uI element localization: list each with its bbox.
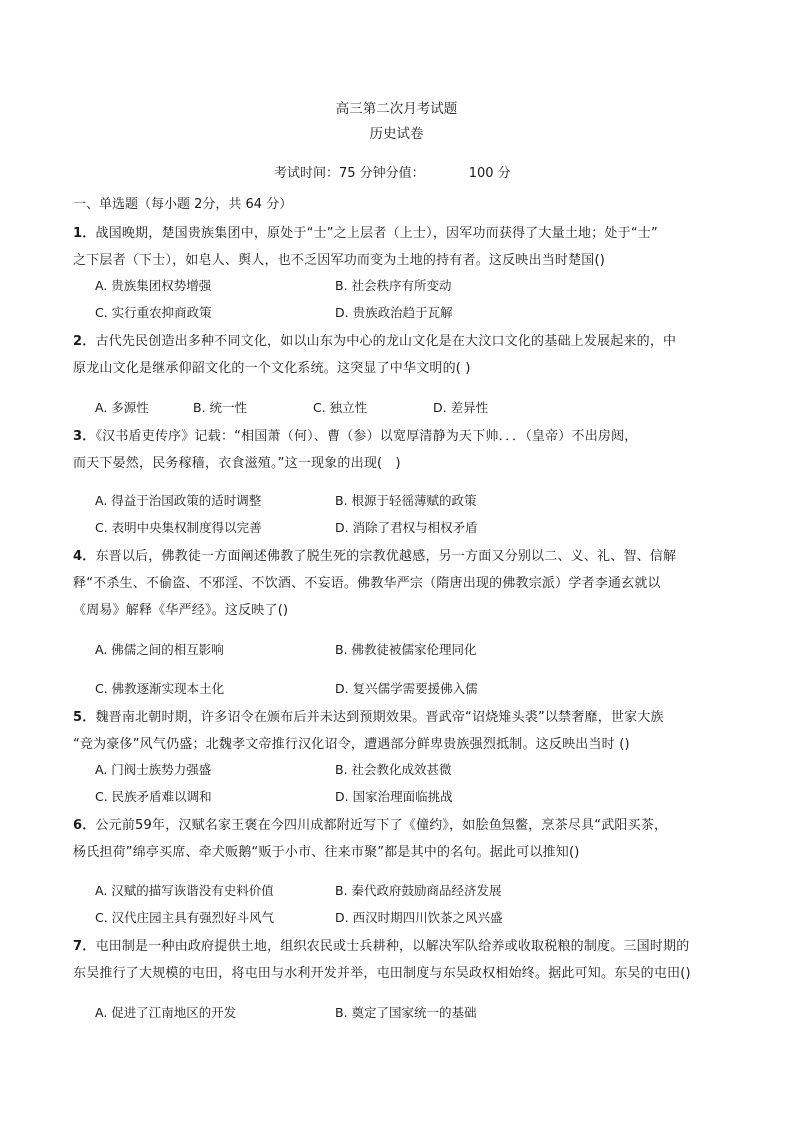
question-3-option-d: D. 消除了君权与相权矛盾 [335,520,478,535]
question-7-option-b: B. 奠定了国家统一的基础 [335,1005,477,1020]
question-7-line-1: 7．屯田制是一种由政府提供土地，组织农民或士兵耕种，以解决军队给养或收取税粮的制度。三国时期的 [73,939,690,954]
question-3-line-2: 而天下晏然，民务稼穑，衣食滋殖。”这一现象的出现( ) [73,456,401,471]
exam-title: 高三第二次月考试题 [335,101,458,117]
question-3-option-b: B. 根源于轻徭薄赋的政策 [335,493,477,508]
question-number: 3． [73,429,96,444]
question-2-option-d: D. 差异性 [433,400,489,415]
question-4-option-b: B. 佛教徒被儒家伦理同化 [335,642,477,657]
question-number: 7． [73,939,96,954]
question-1-option-c: C. 实行重农抑商政策 [95,305,212,320]
question-7-line-2: 东吴推行了大规模的屯田，将屯田与水利开发并举，屯田制度与东吴政权相始终。据此可知。东吴的屯田() [73,966,691,981]
question-3-line-1: 3．《汉书盾吏传序》记载：“相国萧（何）、曹（参）以宽厚清静为天下帅．．．（皇帝）不出房闼， [73,429,638,444]
question-4-line-1: 4．东晋以后，佛教徒一方面阐述佛教了脱生死的宗教优越感，另一方面又分别以二、义、礼、智、信解 [73,549,677,564]
question-4-line-2: 释“不杀生、不偷盗、不邪淫、不饮酒、不妄语。佛教华严宗（隋唐出现的佛教宗派）学者李通玄就以 [73,576,661,591]
question-6-line-2: 杨氏担荷”绵亭买席、牵犬贩鹅“贩于小市、往来市聚”都是其中的名句。据此可以推知() [73,845,580,860]
question-6-line-1: 6．公元前59年，汉赋名家王褒在今四川成都附近写下了《僮约》，如脍鱼炰鳖，烹茶尽具“武阳买茶， [73,818,668,833]
question-6-option-a: A. 汉赋的描写诙谐没有史料价值 [95,883,274,898]
question-4-option-a: A. 佛儒之间的相互影响 [95,642,224,657]
question-2-option-b: B. 统一性 [193,400,248,415]
time-text: 考试时间：75 分钟分值： [274,166,425,181]
question-1-option-a: A. 贵族集团权势增强 [95,278,212,293]
question-1-line-1: 1．战国晚期，楚国贵族集团中，原处于“士”之上层者（上士），因军功而获得了大量土地；处于“士” [73,226,658,241]
question-4-line-3: 《周易》解释《华严经》。这反映了() [73,603,289,618]
question-number: 4． [73,549,96,564]
question-number: 6． [73,818,96,833]
question-2-line-2: 原龙山文化是继承仰韶文化的一个文化系统。这突显了中华文明的( ) [73,361,471,376]
question-1-line-2: 之下层者（下士），如皂人、舆人，也不乏因军功而变为土地的持有者。这反映出当时楚国() [73,253,606,268]
exam-subtitle: 历史试卷 [369,126,424,142]
question-3-option-a: A. 得益于治国政策的适时调整 [95,493,262,508]
question-6-option-b: B. 秦代政府鼓励商品经济发展 [335,883,502,898]
question-5-option-a: A. 门阀士族势力强盛 [95,762,212,777]
question-number: 5． [73,710,96,725]
question-6-option-c: C. 汉代庄园主具有强烈好斗风气 [95,910,275,925]
question-5-line-1: 5．魏晋南北朝时期，许多诏令在颁布后并未达到预期效果。晋武帝“诏烧雉头裘”以禁奢靡，世家大族 [73,710,664,725]
question-5-option-d: D. 国家治理面临挑战 [335,789,453,804]
question-number: 2． [73,334,96,349]
question-2-option-c: C. 独立性 [313,400,368,415]
question-2-option-a: A. 多源性 [95,400,149,415]
question-1-option-b: B. 社会秩序有所变动 [335,278,452,293]
question-6-option-d: D. 西汉时期四川饮茶之风兴盛 [335,910,503,925]
question-number: 1． [73,226,96,241]
score-text: 100 分 [468,166,511,181]
question-5-line-2: “竞为豪侈”风气仍盛；北魏孝文帝推行汉化诏令，遭遇部分鲜卑贵族强烈抵制。这反映出当时 () [73,737,630,752]
exam-time-info [274,162,511,181]
section-title: 一、单选题（每小题 2分，共 64 分） [73,197,293,212]
question-1-option-d: D. 贵族政治趋于瓦解 [335,305,453,320]
question-7-option-a: A. 促进了江南地区的开发 [95,1005,237,1020]
question-3-option-c: C. 表明中央集权制度得以完善 [95,520,262,535]
question-4-option-d: D. 复兴儒学需要援佛入儒 [335,681,478,696]
question-4-option-c: C. 佛教逐渐实现本土化 [95,681,225,696]
question-5-option-c: C. 民族矛盾难以调和 [95,789,212,804]
question-5-option-b: B. 社会教化成效甚微 [335,762,452,777]
question-2-line-1: 2．古代先民创造出多种不同文化，如以山东为中心的龙山文化是在大汶口文化的基础上发展起来的，中 [73,334,677,349]
